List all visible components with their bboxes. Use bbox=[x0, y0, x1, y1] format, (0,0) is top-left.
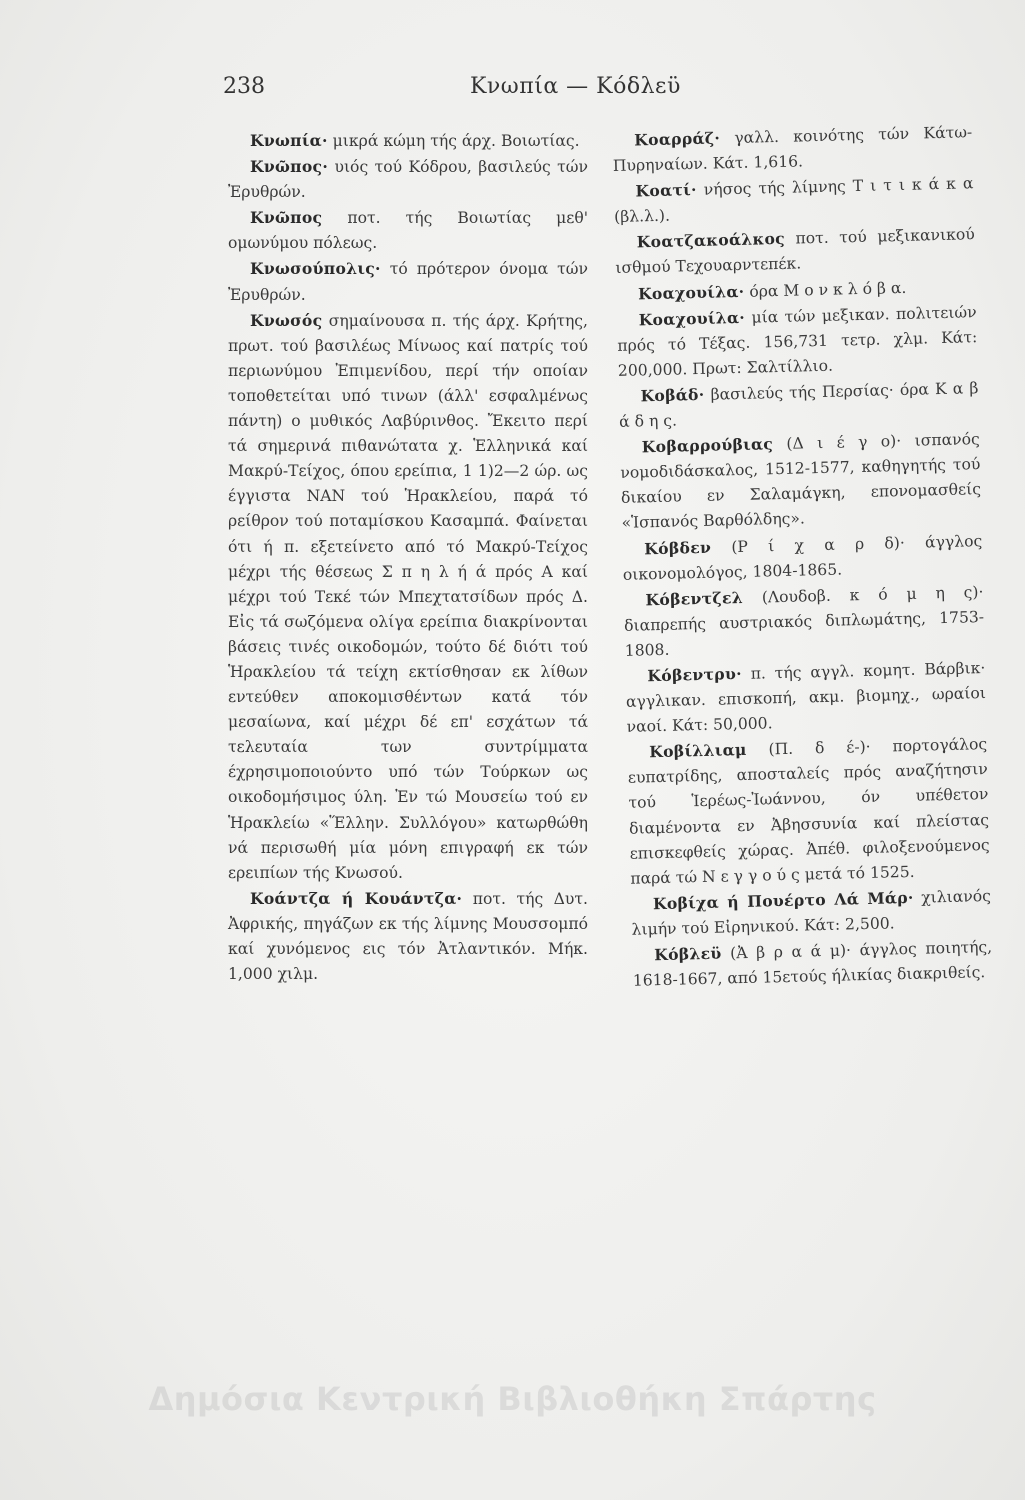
dictionary-entry bbox=[615, 222, 976, 282]
entry-text: μικρά κώμη τής άρχ. Βοιωτίας. bbox=[327, 132, 580, 150]
entry-headword: Κοβάδ· bbox=[640, 384, 705, 406]
right-column bbox=[612, 119, 993, 994]
dictionary-entry bbox=[228, 128, 588, 154]
left-column bbox=[228, 128, 588, 987]
entry-headword: Κνῶπος· bbox=[250, 157, 329, 177]
dictionary-entry bbox=[228, 154, 588, 205]
dictionary-entry bbox=[612, 119, 973, 179]
entry-headword: Κνωσός bbox=[250, 310, 323, 330]
entry-text: ποτ. τής Βοιωτίας μεθ' ομωνύμου πόλεως. bbox=[228, 209, 588, 253]
entry-text: μία τών μεξικαν. πολιτειών πρός τό Τέξας. 156,731 τετρ. χλμ. Κάτ: 200,000. Πρωτ: Σαλτίλλιο. bbox=[617, 302, 978, 380]
entry-headword: Κόβεντζελ bbox=[645, 587, 744, 610]
entry-headword: Κοβίλλιαμ bbox=[649, 740, 747, 762]
entry-headword: Κοατί· bbox=[635, 180, 697, 201]
entry-text: (Ἀ β ρ α ά μ)· άγγλος ποιητής, 1618-1667, από 15ετούς ήλικίας διακριθείς. bbox=[632, 937, 993, 990]
entry-headword: Κοβίχα ή Πουέρτο Λά Μάρ· bbox=[652, 887, 914, 914]
entry-headword: Κνωσούπολις· bbox=[250, 259, 381, 279]
entry-text: π. τής αγγλ. κομητ. Βάρβικ· αγγλικαν. επισκοπή, ακμ. βιομηχ., ωραίοι ναοί. Κάτ: 50,000. bbox=[625, 659, 987, 736]
entry-text: ποτ. τής Δυτ. Ἀφρικής, πηγάζων εκ τής λίμνης Μουσσομπό καί χυνόμενος εις τόν Ἀτλαντικόν. Μήκ. 1,000 χιλμ. bbox=[228, 889, 588, 984]
dictionary-entry bbox=[613, 170, 974, 230]
running-head: Κνωπία — Κόδλεϋ bbox=[470, 74, 681, 99]
dictionary-entry bbox=[228, 256, 588, 307]
entry-headword: Κοαρράζ· bbox=[634, 128, 721, 150]
entry-text: υιός τού Κόδρου, βασιλεύς τών Ἐρυθρών. bbox=[228, 158, 588, 202]
dictionary-entry bbox=[616, 299, 978, 384]
entry-headword: Κόβδεν bbox=[644, 537, 712, 558]
dictionary-entry bbox=[623, 579, 985, 664]
entry-headword: Κόβεντρυ· bbox=[647, 663, 743, 686]
entry-headword: Κόβλεϋ bbox=[653, 943, 722, 965]
entry-text: νήσος τής λίμνης Τ ι τ ι κ ά κ α (βλ.λ.). bbox=[613, 174, 974, 227]
entry-text: (Ρ ί χ α ρ δ)· άγγλος οικονομολόγος, 1804-1865. bbox=[622, 531, 983, 584]
entry-headword: Κοαχουίλα· bbox=[637, 281, 745, 303]
dictionary-entry bbox=[632, 934, 993, 994]
entry-headword: Κνῶπος bbox=[250, 208, 323, 228]
entry-headword: Κοβαρρούβιας bbox=[641, 434, 774, 457]
dictionary-entry bbox=[618, 375, 979, 435]
entry-text: γαλλ. κοινότης τών Κάτω-Πυρηναίων. Κάτ. 1,616. bbox=[612, 123, 973, 176]
dictionary-entry bbox=[625, 655, 987, 740]
entry-text: (Λουδοβ. κ ό μ η ς)· διαπρεπής αυστριακός διπλωμάτης, 1753-1808. bbox=[623, 582, 985, 660]
entry-text: (Δ ι έ γ ο)· ισπανός νομοδιδάσκαλος, 1512-1577, καθηγητής τού δικαίου εν Σαλαμάγκη, επονομασθείς «Ἱσπανός Βαρθόλδης». bbox=[620, 430, 982, 533]
dictionary-entry bbox=[228, 205, 588, 256]
dictionary-entry bbox=[228, 308, 588, 886]
entry-headword: Κοατζακοάλκος bbox=[636, 229, 786, 252]
entry-text: (Π. δ έ-)· πορτογάλος ευπατρίδης, αποσταλείς πρός αναζήτησιν τού Ἱερέως-Ἰωάννου, όν υπέθετον διαμένοντα εν Ἀβησσυνία καί πλείστας επισκεφθείς χώρας. Ἀπέθ. φιλοξενούμενος παρά τώ Ν ε γ γ ο ύ ς μετά τό 1525. bbox=[627, 735, 990, 888]
entry-text: όρα Μ ο ν κ λ ό β α. bbox=[744, 278, 907, 301]
entry-text: βασιλεύς τής Περσίας· όρα Κ α β ά δ η ς. bbox=[618, 379, 979, 431]
dictionary-entry bbox=[627, 731, 991, 891]
dictionary-entry bbox=[228, 886, 588, 987]
dictionary-entry bbox=[622, 528, 983, 588]
dictionary-entry bbox=[620, 426, 982, 536]
entry-text: χιλιανός λιμήν τού Εἰρηνικού. Κάτ: 2,500. bbox=[631, 886, 992, 939]
entry-headword: Κοαχουίλα· bbox=[638, 307, 746, 330]
entry-text: ποτ. τού μεξικανικού ισθμού Τεχουαρντεπέκ. bbox=[615, 225, 975, 278]
library-watermark: Δημόσια Κεντρική Βιβλιοθήκη Σπάρτης bbox=[148, 1380, 877, 1418]
entry-text: τό πρότερον όνομα τών Ἐρυθρών. bbox=[228, 260, 588, 304]
entry-text: σημαίνουσα π. τής άρχ. Κρήτης, πρωτ. τού βασιλέως Μίνωος καί πατρίς τού περιωνύμου Ἐπιμενίδου, περί τήν οποίαν τοποθετείται υπό τινων (άλλ' εσφαλμένως πάντη) ο μυθικός Λαβύρινθος. Ἔκειτο περί τά σημερινά πιθανώτατα χ. Ἑλληνικά καί Μακρύ-Τείχος, όπου ερείπια, 1 1)2—2 ώρ. ως έγγιστα ΝΑΝ τού Ἡρακλείου, παρά τό ρείθρον τού ποταμίσκου Κασαμπά. Φαίνεται ότι ή π. εξετείνετο από τό Μακρύ-Τείχος μέχρι τής θέσεως Σ π η λ ή ά πρός Α καί μέχρι τού Τεκέ τών Μπεχτατσίδων πρός Δ. Εἰς τά σωζόμενα ολίγα ερείπια διακρίνονται βάσεις τινές οικοδομών, τούτο δέ διότι τού Ἡρακλείου τά τείχη εκτίσθησαν εκ λίθων εντεύθεν αποκομισθέντων κατά τόν μεσαίωνα, καί μέχρι δέ επ' εσχάτων τά τελευταία των συντρίμματα έχρησιμοποιούντο υπό τών Τούρκων ως οικοδομήσιμος ύλη. Ἐν τώ Μουσείω τού εν Ἡρακλείω «Ἕλλην. Συλλόγου» κατωρθώθη νά περισωθή μία μόνη επιγραφή εκ τών ερειπίων τής Κνωσού. bbox=[228, 311, 588, 882]
entry-headword: Κνωπία· bbox=[250, 131, 328, 150]
entry-headword: Κοάντζα ή Κουάντζα· bbox=[250, 888, 463, 908]
page-number: 238 bbox=[223, 74, 265, 99]
dictionary-entry bbox=[631, 883, 992, 943]
